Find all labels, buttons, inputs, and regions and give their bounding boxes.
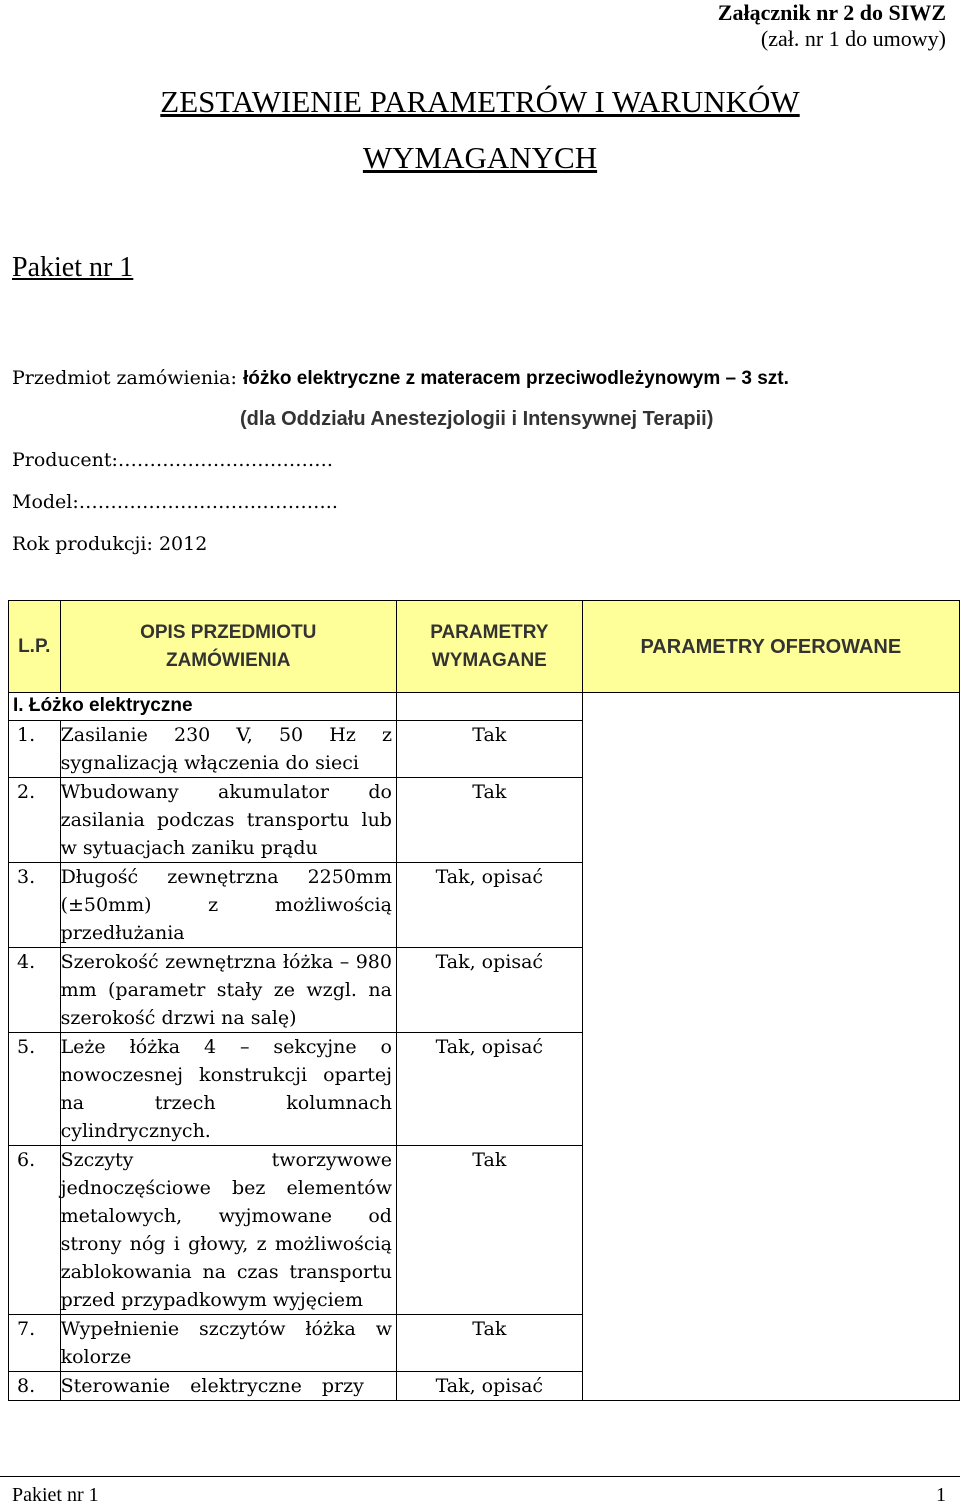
row-description: Długość zewnętrzna 2250mm (±50mm) z możliwością przedłużania [60, 863, 396, 948]
row-required: Tak, opisać [396, 863, 582, 948]
section-row [9, 693, 960, 721]
row-number: 1. [9, 721, 61, 778]
row-description: Szczyty tworzywowe jednoczęściowe bez elementów metalowych, wyjmowane od strony nóg i głowy, z możliwością zablokowania na czas transportu przed przypadkowym wyjęciem [60, 1146, 396, 1315]
document-title-line1: ZESTAWIENIE PARAMETRÓW I WARUNKÓW [160, 84, 800, 119]
offered-column [582, 693, 959, 1401]
page-number: 1 [936, 1484, 946, 1506]
section-cell [9, 693, 397, 721]
annex-header [718, 0, 946, 52]
header-offered: PARAMETRY OFEROWANE [582, 601, 959, 693]
header-required: PARAMETRY WYMAGANE [396, 601, 582, 693]
row-number: 6. [9, 1146, 61, 1315]
section-label: I. Łóżko elektryczne [13, 695, 193, 716]
document-title-line2: WYMAGANYCH [362, 140, 598, 175]
row-description: Sterowanie elektryczne przy [60, 1372, 396, 1401]
row-required: Tak, opisać [396, 1033, 582, 1146]
row-required: Tak [396, 778, 582, 863]
row-number: 4. [9, 948, 61, 1033]
year-line: Rok produkcji: 2012 [12, 533, 208, 555]
producer-line: Producent:……………………………. [12, 449, 333, 471]
row-required: Tak [396, 1146, 582, 1315]
annex-line1: Załącznik nr 2 do SIWZ [717, 0, 946, 25]
model-line: Model:………………………………….. [12, 491, 338, 513]
header-description: OPIS PRZEDMIOTU ZAMÓWIENIA [60, 601, 396, 693]
table-header-row [9, 601, 960, 693]
row-description: Szerokość zewnętrzna łóżka – 980 mm (parametr stały ze wzgl. na szerokość drzwi na salę) [60, 948, 396, 1033]
section-empty-req [396, 693, 582, 721]
row-number: 5. [9, 1033, 61, 1146]
parameters-table [8, 600, 960, 1401]
row-required: Tak, opisać [396, 1372, 582, 1401]
header-lp: L.P. [9, 601, 61, 693]
row-number: 8. [9, 1372, 61, 1401]
subject-label: Przedmiot zamówienia: [12, 367, 243, 389]
pakiet-heading: Pakiet nr 1 [12, 252, 134, 283]
annex-line2: (zał. nr 1 do umowy) [760, 26, 946, 51]
row-description: Zasilanie 230 V, 50 Hz z sygnalizacją włączenia do sieci [60, 721, 396, 778]
row-description: Wypełnienie szczytów łóżka w kolorze [60, 1315, 396, 1372]
department-line: (dla Oddziału Anestezjologii i Intensywnej Terapii) [240, 408, 714, 430]
row-number: 2. [9, 778, 61, 863]
footer-divider [0, 1476, 960, 1477]
row-required: Tak [396, 1315, 582, 1372]
footer-label: Pakiet nr 1 [12, 1484, 99, 1506]
row-description: Leże łóżka 4 – sekcyjne o nowoczesnej konstrukcji opartej na trzech kolumnach cylindrycznych. [60, 1033, 396, 1146]
row-required: Tak [396, 721, 582, 778]
subject-value: łóżko elektryczne z materacem przeciwodleżynowym – 3 szt. [242, 368, 789, 389]
subject-line [12, 366, 789, 391]
row-required: Tak, opisać [396, 948, 582, 1033]
row-description: Wbudowany akumulator do zasilania podczas transportu lub w sytuacjach zaniku prądu [60, 778, 396, 863]
row-number: 7. [9, 1315, 61, 1372]
row-number: 3. [9, 863, 61, 948]
